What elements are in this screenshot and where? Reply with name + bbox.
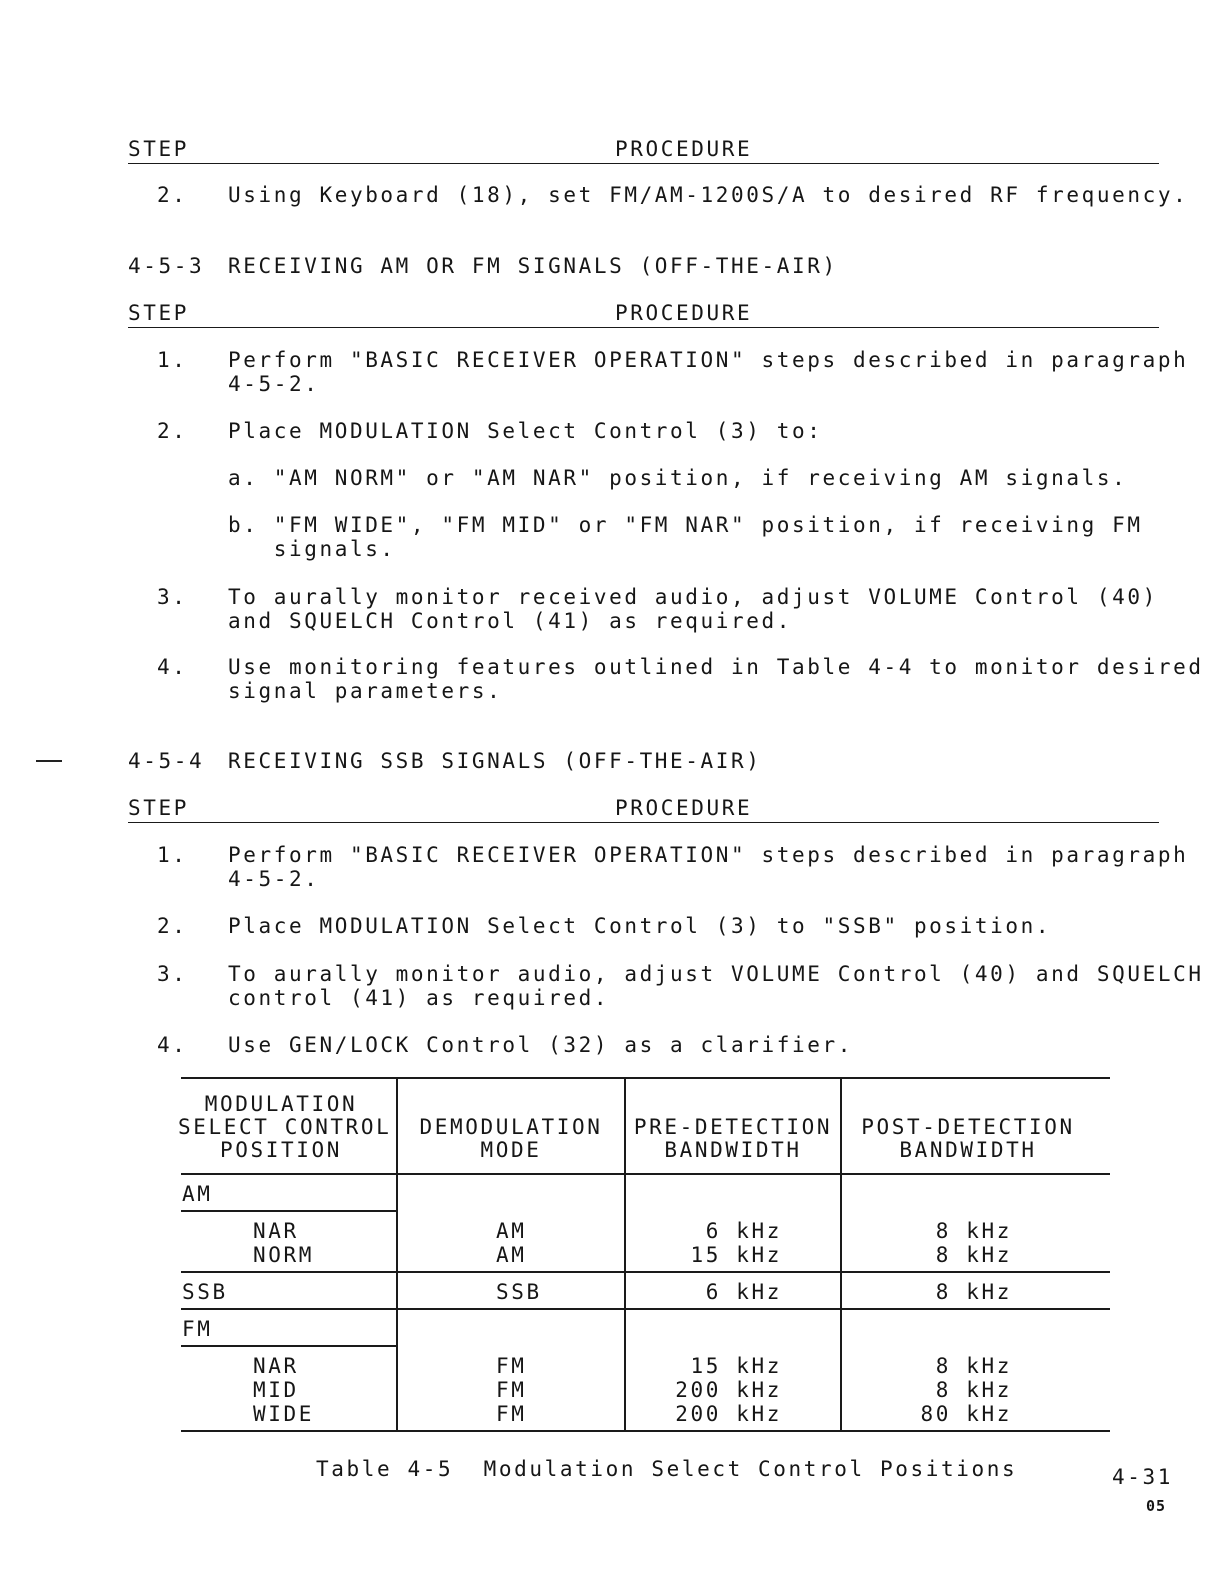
- step-text: Perform "BASIC RECEIVER OPERATION" steps described in paragraph 4-5-2.: [228, 843, 1189, 891]
- procedure-column-label: PROCEDURE: [615, 137, 753, 161]
- step-number: 4.: [157, 655, 188, 679]
- step-text: Place MODULATION Select Control (3) to "SSB" position.: [228, 914, 1052, 938]
- step-text: Perform "BASIC RECEIVER OPERATION" steps described in paragraph 4-5-2.: [228, 348, 1189, 396]
- position-values: NAR NORM: [253, 1219, 314, 1267]
- step-number: 2.: [157, 914, 188, 938]
- step-number: 2.: [157, 419, 188, 443]
- table-header-predetection: PRE-DETECTION BANDWIDTH: [633, 1115, 833, 1162]
- step-number: 1.: [157, 348, 188, 372]
- procedure-header: [128, 796, 1159, 823]
- group-label-ssb: SSB: [182, 1280, 228, 1304]
- step-number: 3.: [157, 585, 188, 609]
- postdetection-values: 8 kHz 8 kHz: [935, 1219, 1012, 1267]
- step-column-label: STEP: [128, 301, 189, 325]
- step-number: 3.: [157, 962, 188, 986]
- procedure-column-label: PROCEDURE: [615, 796, 753, 820]
- table-rule: [181, 1345, 396, 1347]
- page-number: 4-31: [1112, 1465, 1173, 1489]
- step-column-label: STEP: [128, 137, 189, 161]
- step-text: Use GEN/LOCK Control (32) as a clarifier.: [228, 1033, 853, 1057]
- procedure-column-label: PROCEDURE: [615, 301, 753, 325]
- mode-values: SSB: [496, 1280, 542, 1304]
- predetection-values: 6 kHz: [705, 1280, 782, 1304]
- section-number: 4-5-3: [128, 254, 205, 278]
- table-rule: [181, 1308, 1110, 1310]
- table-header-position: MODULATION SELECT CONTROL POSITION: [178, 1092, 392, 1162]
- mode-values: AM AM: [496, 1219, 527, 1267]
- table-rule: [181, 1430, 1110, 1432]
- table-rule: [181, 1173, 1110, 1175]
- predetection-values: 15 kHz 200 kHz 200 kHz: [675, 1354, 782, 1426]
- postdetection-values: 8 kHz 8 kHz 80 kHz: [920, 1354, 1012, 1426]
- position-values: NAR MID WIDE: [253, 1354, 314, 1426]
- table-rule: [181, 1271, 1110, 1273]
- predetection-values: 6 kHz 15 kHz: [690, 1219, 782, 1267]
- step-text: To aurally monitor audio, adjust VOLUME Control (40) and SQUELCH control (41) as required.: [228, 962, 1204, 1010]
- substep-text: b. "FM WIDE", "FM MID" or "FM NAR" position, if receiving FM signals.: [228, 513, 1143, 561]
- table-header-postdetection: POST-DETECTION BANDWIDTH: [861, 1115, 1075, 1162]
- step-text: Use monitoring features outlined in Table 4-4 to monitor desired signal parameters.: [228, 655, 1204, 703]
- substep-text: a. "AM NORM" or "AM NAR" position, if receiving AM signals.: [228, 466, 1128, 490]
- procedure-header: [128, 301, 1159, 328]
- section-title: RECEIVING SSB SIGNALS (OFF-THE-AIR): [228, 749, 762, 773]
- step-number: 2.: [157, 183, 188, 207]
- procedure-header: [128, 137, 1159, 164]
- revision-number: 05: [1146, 1497, 1167, 1515]
- step-column-label: STEP: [128, 796, 189, 820]
- step-text: Place MODULATION Select Control (3) to:: [228, 419, 823, 443]
- step-number: 4.: [157, 1033, 188, 1057]
- table-header-mode: DEMODULATION MODE: [419, 1115, 603, 1162]
- postdetection-values: 8 kHz: [935, 1280, 1012, 1304]
- table-rule: [181, 1077, 1110, 1079]
- step-text: Using Keyboard (18), set FM/AM-1200S/A to desired RF frequency.: [228, 183, 1189, 207]
- section-title: RECEIVING AM OR FM SIGNALS (OFF-THE-AIR): [228, 254, 838, 278]
- group-label-fm: FM: [182, 1317, 213, 1341]
- section-number: 4-5-4: [128, 749, 205, 773]
- step-number: 1.: [157, 843, 188, 867]
- revision-mark: [36, 760, 62, 762]
- group-label-am: AM: [182, 1182, 213, 1206]
- table-caption: Table 4-5 Modulation Select Control Positions: [316, 1457, 1018, 1481]
- step-text: To aurally monitor received audio, adjust VOLUME Control (40) and SQUELCH Control (41) as required.: [228, 585, 1158, 633]
- mode-values: FM FM FM: [496, 1354, 527, 1426]
- table-rule: [181, 1210, 396, 1212]
